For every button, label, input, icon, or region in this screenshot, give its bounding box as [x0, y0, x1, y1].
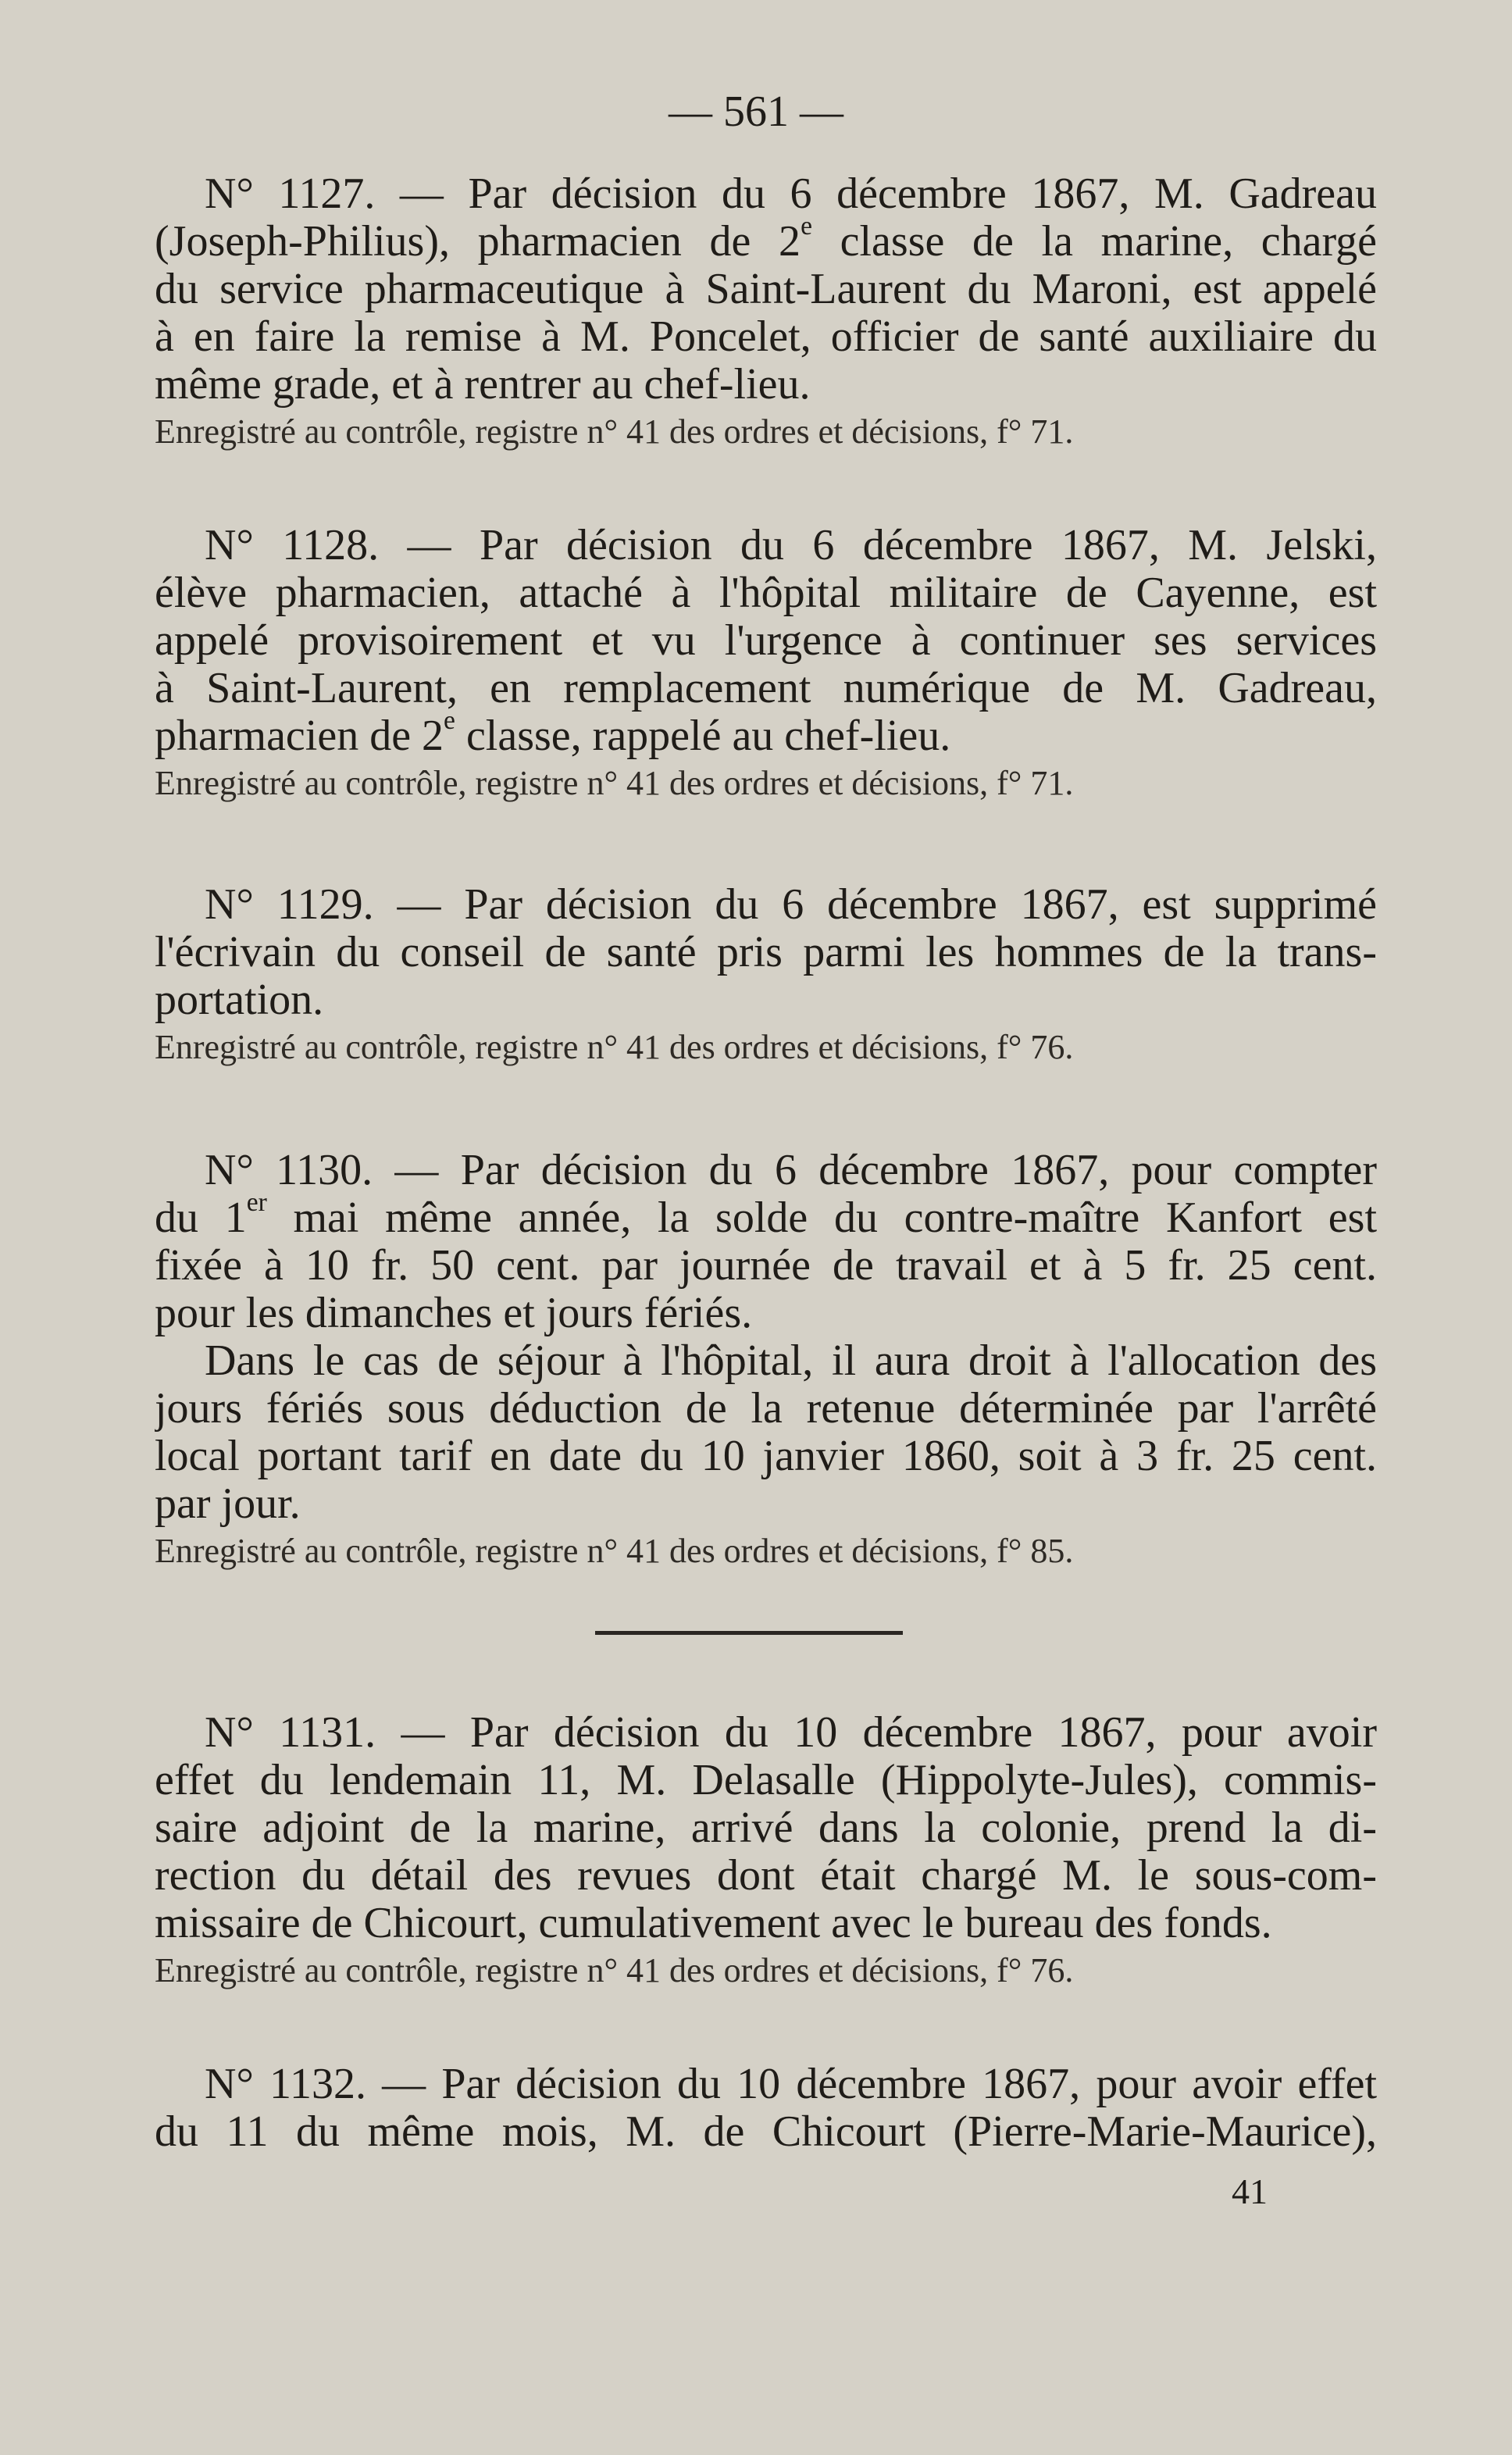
entry-line: du service pharmaceutique à Saint-Laurent du Maroni, est appelé: [155, 266, 1377, 313]
entry-line: par jour.: [155, 1480, 301, 1528]
entry-line: N° 1127. — Par décision du 6 décembre 1867, M. Gadreau: [205, 170, 1377, 218]
entry-1128: [155, 522, 1377, 807]
entry-line: N° 1132. — Par décision du 10 décembre 1867, pour avoir effet: [205, 2061, 1377, 2108]
entry-line: Dans le cas de séjour à l'hôpital, il aura droit à l'allocation des: [205, 1337, 1377, 1385]
entry-line: missaire de Chicourt, cumulativement avec le bureau des fonds.: [155, 1900, 1272, 1947]
entry-line: l'écrivain du conseil de santé pris parmi les hommes de la trans-: [155, 929, 1377, 976]
registration-note: Enregistré au contrôle, registre n° 41 des ordres et décisions, f° 71.: [155, 764, 1074, 802]
signature-mark: 41: [1232, 2171, 1268, 2211]
entry-1129: [155, 881, 1377, 1071]
section-divider: [595, 1631, 903, 1635]
entry-line: appelé provisoirement et vu l'urgence à continuer ses services: [155, 617, 1377, 665]
entry-line: fixée à 10 fr. 50 cent. par journée de travail et à 5 fr. 25 cent.: [155, 1242, 1377, 1290]
entry-line: portation.: [155, 976, 324, 1024]
entry-1132: [155, 2061, 1377, 2156]
entry-line: local portant tarif en date du 10 janvier 1860, soit à 3 fr. 25 cent.: [155, 1433, 1377, 1480]
entry-line: à en faire la remise à M. Poncelet, officier de santé auxiliaire du: [155, 313, 1377, 361]
registration-note: Enregistré au contrôle, registre n° 41 des ordres et décisions, f° 71.: [155, 412, 1074, 451]
registration-note: Enregistré au contrôle, registre n° 41 des ordres et décisions, f° 76.: [155, 1951, 1074, 1989]
entry-line: N° 1130. — Par décision du 6 décembre 1867, pour compter: [205, 1147, 1377, 1194]
entry-line: N° 1131. — Par décision du 10 décembre 1867, pour avoir: [205, 1709, 1377, 1757]
entry-line: du 11 du même mois, M. de Chicourt (Pierre-Marie-Maurice),: [155, 2108, 1377, 2156]
entry-line: rection du détail des revues dont était chargé M. le sous-com-: [155, 1852, 1377, 1900]
entry-line: pour les dimanches et jours fériés.: [155, 1290, 753, 1337]
entry-line: à Saint-Laurent, en remplacement numérique de M. Gadreau,: [155, 665, 1377, 712]
entry-line: (Joseph-Philius), pharmacien de 2e classe de la marine, chargé: [155, 218, 1377, 266]
page-number-header: — 561 —: [669, 87, 843, 136]
registration-note: Enregistré au contrôle, registre n° 41 des ordres et décisions, f° 76.: [155, 1028, 1074, 1066]
entry-line: pharmacien de 2e classe, rappelé au chef-lieu.: [155, 712, 951, 760]
entry-line: même grade, et à rentrer au chef-lieu.: [155, 361, 811, 409]
entry-line: N° 1129. — Par décision du 6 décembre 1867, est supprimé: [205, 881, 1377, 929]
entry-1127: [155, 170, 1377, 455]
entry-1131: [155, 1709, 1377, 1994]
entry-line: saire adjoint de la marine, arrivé dans la colonie, prend la di-: [155, 1804, 1377, 1852]
entry-1130: [155, 1147, 1377, 1575]
entry-line: du 1er mai même année, la solde du contre-maître Kanfort est: [155, 1194, 1377, 1242]
entry-line: effet du lendemain 11, M. Delasalle (Hippolyte-Jules), commis-: [155, 1757, 1377, 1804]
entry-line: élève pharmacien, attaché à l'hôpital militaire de Cayenne, est: [155, 569, 1377, 617]
entry-line: jours fériés sous déduction de la retenue déterminée par l'arrêté: [155, 1385, 1377, 1433]
entry-line: N° 1128. — Par décision du 6 décembre 1867, M. Jelski,: [205, 522, 1377, 569]
registration-note: Enregistré au contrôle, registre n° 41 des ordres et décisions, f° 85.: [155, 1532, 1074, 1570]
